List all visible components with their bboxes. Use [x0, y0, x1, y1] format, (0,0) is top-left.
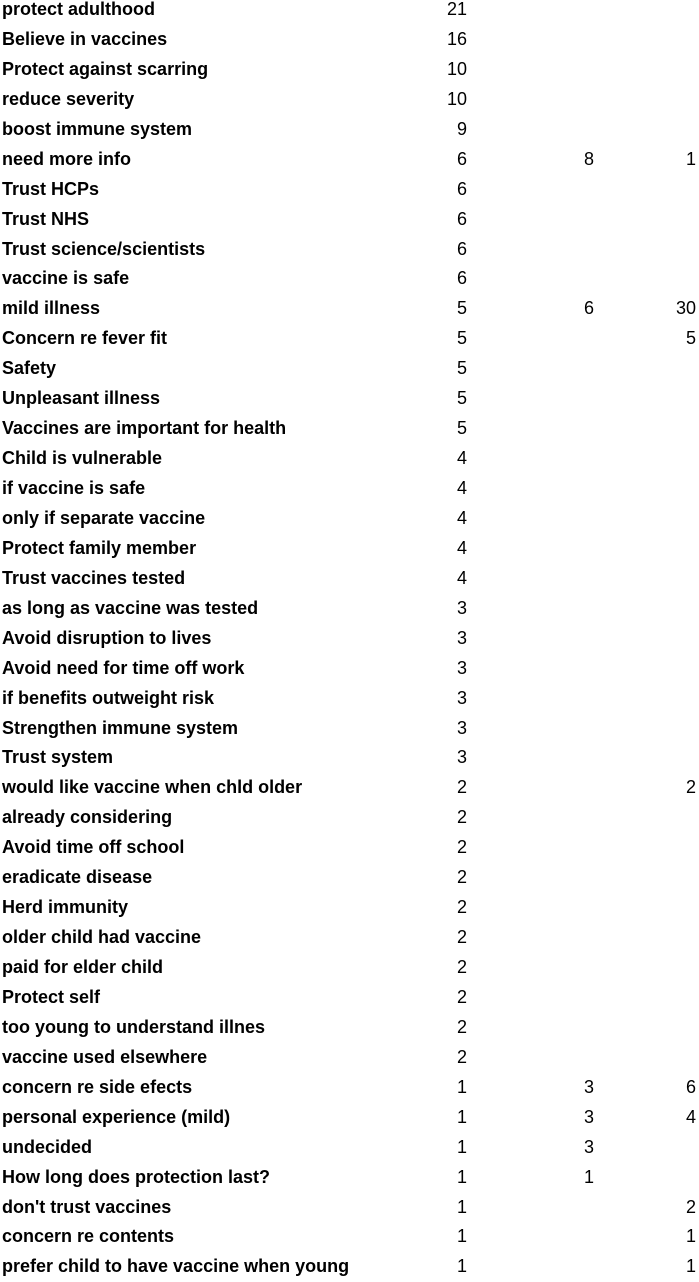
count-col-1: 6: [456, 178, 467, 199]
count-col-2: 6: [583, 298, 594, 319]
row-label: Avoid disruption to lives: [2, 627, 212, 648]
count-col-1: 1: [456, 1136, 467, 1157]
row-label: vaccine used elsewhere: [2, 1046, 208, 1067]
table-row: [0, 1193, 699, 1223]
count-col-1: 10: [446, 88, 467, 109]
count-col-1: 2: [456, 807, 467, 828]
count-col-1: 1: [456, 1256, 467, 1277]
row-label: Trust science/scientists: [2, 238, 206, 259]
count-col-2: 8: [583, 148, 594, 169]
count-col-1: 9: [456, 118, 467, 139]
count-col-3: 2: [685, 777, 696, 798]
count-col-2: 3: [583, 1136, 594, 1157]
row-label: Strengthen immune system: [2, 717, 239, 738]
row-label: concern re contents: [2, 1226, 175, 1247]
table-row: [0, 1163, 699, 1193]
count-col-1: 2: [456, 986, 467, 1007]
row-label: older child had vaccine: [2, 927, 202, 948]
count-col-1: 2: [456, 897, 467, 918]
count-col-1: 1: [456, 1106, 467, 1127]
count-col-1: 2: [456, 957, 467, 977]
count-col-1: 4: [456, 448, 467, 469]
count-col-1: 3: [456, 717, 467, 738]
row-label: How long does protection last?: [2, 1166, 271, 1187]
count-col-3: 1: [685, 148, 696, 169]
count-col-3: 4: [685, 1106, 696, 1127]
row-label: Avoid need for time off work: [2, 657, 245, 678]
row-label: Protect family member: [2, 537, 197, 558]
table-row: [0, 803, 699, 833]
count-col-1: 21: [446, 0, 467, 19]
count-col-1: 2: [456, 777, 467, 798]
row-label: Herd immunity: [2, 897, 129, 918]
count-col-1: 3: [456, 657, 467, 678]
count-col-2: 3: [583, 1076, 594, 1097]
table-row: [0, 175, 699, 205]
table-row: [0, 205, 699, 235]
count-col-1: 5: [456, 418, 467, 439]
table-row: [0, 1222, 699, 1252]
table-row: [0, 624, 699, 654]
count-col-1: 4: [456, 567, 467, 588]
count-col-3: 1: [685, 1256, 696, 1277]
row-label: would like vaccine when chld older: [2, 777, 303, 798]
count-col-1: 5: [456, 328, 467, 349]
row-label: prefer child to have vaccine when young: [2, 1256, 350, 1277]
count-col-1: 4: [456, 507, 467, 528]
table-row: [0, 1133, 699, 1163]
count-col-3: 30: [675, 298, 696, 319]
row-label: vaccine is safe: [2, 268, 130, 289]
row-label: boost immune system: [2, 118, 193, 139]
count-col-1: 1: [456, 1166, 467, 1187]
row-label: personal experience (mild): [2, 1106, 231, 1127]
row-label: already considering: [2, 807, 173, 828]
row-label: protect adulthood: [2, 0, 155, 19]
table-row: [0, 115, 699, 145]
count-col-1: 3: [456, 747, 467, 768]
row-label: Safety: [2, 358, 57, 379]
table-row: [0, 235, 699, 265]
table-row: [0, 534, 699, 564]
count-col-1: 2: [456, 927, 467, 948]
row-label: eradicate disease: [2, 867, 153, 888]
table-row: [0, 743, 699, 773]
table-row: [0, 983, 699, 1013]
table-row: [0, 714, 699, 744]
count-col-1: 6: [456, 208, 467, 229]
table-row: [0, 414, 699, 444]
count-col-1: 16: [446, 28, 467, 49]
row-label: Avoid time off school: [2, 837, 185, 858]
row-label: Concern re fever fit: [2, 328, 168, 349]
row-label: Protect self: [2, 986, 101, 1007]
table-row: [0, 1013, 699, 1043]
count-col-3: 6: [685, 1076, 696, 1097]
table-row: [0, 773, 699, 803]
table-row: [0, 1103, 699, 1133]
row-label: undecided: [2, 1136, 93, 1157]
table-row: [0, 474, 699, 504]
table-row: [0, 863, 699, 893]
table-row: [0, 85, 699, 115]
count-col-1: 2: [456, 837, 467, 858]
count-col-1: 4: [456, 478, 467, 498]
table-row: [0, 923, 699, 953]
count-col-1: 2: [456, 1016, 467, 1037]
count-col-1: 5: [456, 388, 467, 409]
count-col-1: 3: [456, 627, 467, 648]
table-row: [0, 594, 699, 624]
table-row: [0, 264, 699, 294]
row-label: Believe in vaccines: [2, 28, 168, 49]
row-label: reduce severity: [2, 88, 135, 109]
table-row: [0, 1073, 699, 1103]
table-row: [0, 1252, 699, 1282]
row-label: paid for elder child: [2, 957, 164, 977]
row-label: Vaccines are important for health: [2, 418, 287, 439]
count-col-2: 1: [583, 1166, 594, 1187]
row-label: Trust HCPs: [2, 178, 100, 199]
row-label: Trust NHS: [2, 208, 90, 229]
count-col-1: 2: [456, 1046, 467, 1067]
table-row: [0, 833, 699, 863]
table-row: [0, 145, 699, 175]
count-col-1: 5: [456, 358, 467, 379]
count-col-1: 6: [456, 148, 467, 169]
count-col-1: 6: [456, 238, 467, 259]
table-row: [0, 504, 699, 534]
row-label: as long as vaccine was tested: [2, 597, 259, 618]
count-col-1: 5: [456, 298, 467, 319]
count-col-3: 5: [685, 328, 696, 349]
row-label: Trust system: [2, 747, 114, 768]
count-col-1: 6: [456, 268, 467, 289]
row-label: Protect against scarring: [2, 58, 209, 79]
count-col-2: 3: [583, 1106, 594, 1127]
count-col-3: 2: [685, 1196, 696, 1217]
count-col-1: 1: [456, 1226, 467, 1247]
table-row: [0, 684, 699, 714]
row-label: don't trust vaccines: [2, 1196, 172, 1217]
row-label: too young to understand illnes: [2, 1016, 265, 1037]
table-row: [0, 25, 699, 55]
row-label: concern re side efects: [2, 1076, 193, 1097]
table-row: [0, 654, 699, 684]
table-row: [0, 893, 699, 923]
table-row: [0, 444, 699, 474]
table-row: [0, 0, 699, 25]
row-label: Child is vulnerable: [2, 448, 163, 469]
count-col-3: 1: [685, 1226, 696, 1247]
table-row: [0, 953, 699, 983]
table-row: [0, 294, 699, 324]
count-col-1: 3: [456, 597, 467, 618]
count-col-1: 1: [456, 1076, 467, 1097]
table-row: [0, 1043, 699, 1073]
row-label: if vaccine is safe: [2, 478, 146, 498]
count-col-1: 2: [456, 867, 467, 888]
count-col-1: 10: [446, 58, 467, 79]
table-row: [0, 354, 699, 384]
table-row: [0, 564, 699, 594]
row-label: need more info: [2, 148, 132, 169]
row-label: only if separate vaccine: [2, 507, 206, 528]
count-col-1: 4: [456, 537, 467, 558]
row-label: if benefits outweight risk: [2, 687, 215, 708]
row-label: mild illness: [2, 298, 101, 319]
table-row: [0, 55, 699, 85]
row-label: Trust vaccines tested: [2, 567, 186, 588]
row-label: Unpleasant illness: [2, 388, 161, 409]
table-row: [0, 384, 699, 414]
table-row: [0, 324, 699, 354]
count-col-1: 1: [456, 1196, 467, 1217]
count-col-1: 3: [456, 687, 467, 708]
